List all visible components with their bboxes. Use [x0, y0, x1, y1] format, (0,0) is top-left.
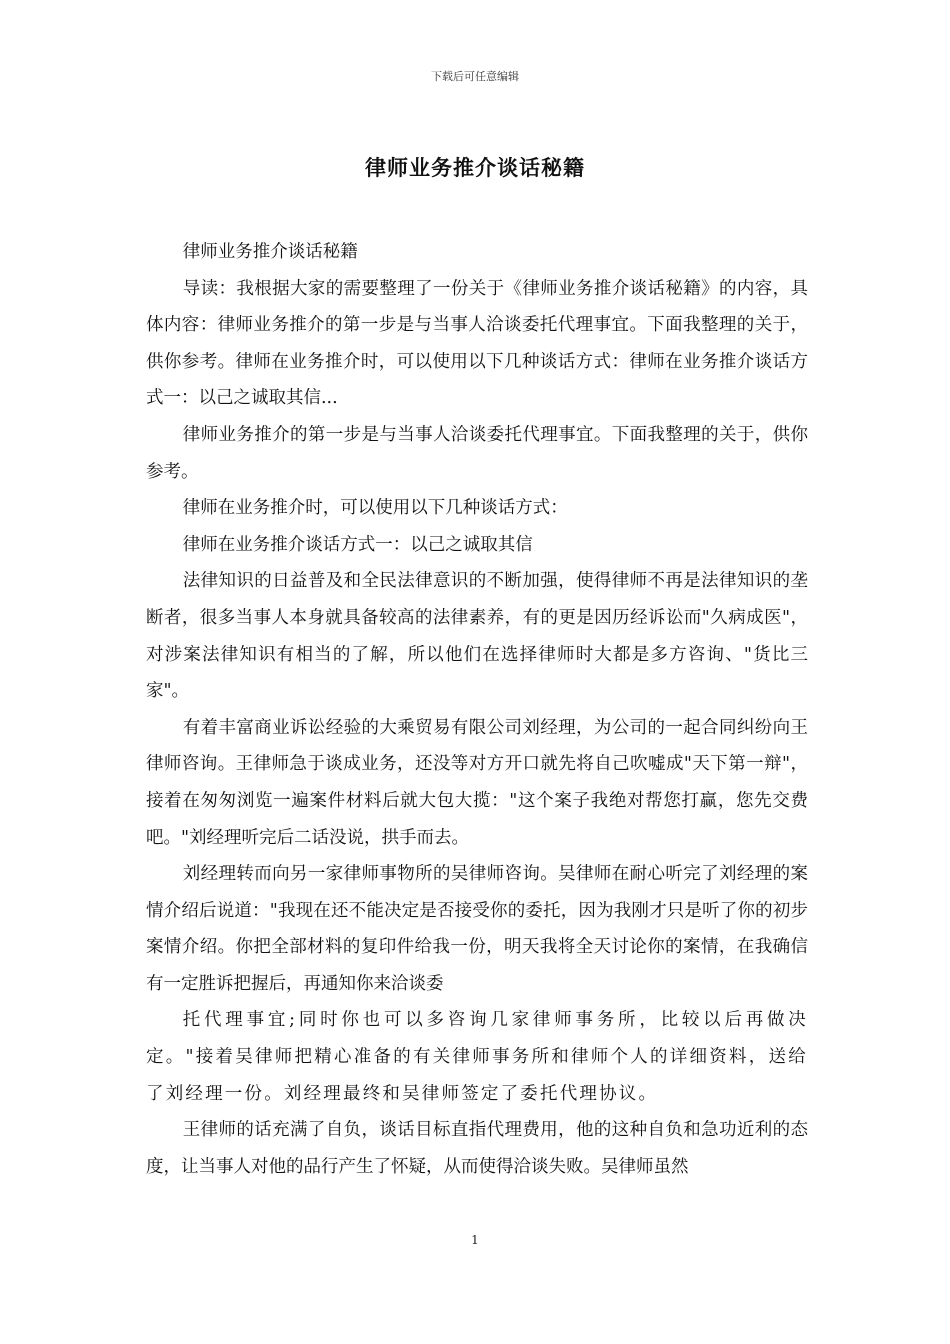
- paragraph: 有着丰富商业诉讼经验的大乘贸易有限公司刘经理，为公司的一起合同纠纷向王律师咨询。王律师急于谈成业务，还没等对方开口就先将自己吹嘘成"天下第一辩"，接着在匆匆浏览一遍案件材料后就大包大揽："这个案子我绝对帮您打赢，您先交费吧。"刘经理听完后二话没说，拱手而去。: [146, 717, 808, 848]
- paragraph: 刘经理转而向另一家律师事物所的吴律师咨询。吴律师在耐心听完了刘经理的案情介绍后说道："我现在还不能决定是否接受你的委托，因为我刚才只是听了你的初步案情介绍。你把全部材料的复印件给我一份，明天我将全天讨论你的案情，在我确信有一定胜诉把握后，再通知你来洽谈委: [146, 864, 808, 994]
- header-note: 下载后可任意编辑: [431, 70, 519, 83]
- paragraph: 王律师的话充满了自负，谈话目标直指代理费用，他的这种自负和急功近利的态度，让当事人对他的品行产生了怀疑，从而使得洽谈失败。吴律师虽然: [146, 1120, 808, 1177]
- paragraph-subtitle: 律师业务推介谈话秘籍: [182, 242, 358, 262]
- paragraph: 律师业务推介的第一步是与当事人洽谈委托代理事宜。下面我整理的关于，供你参考。: [146, 424, 808, 482]
- page-number: 1: [471, 1233, 479, 1247]
- section-heading: 律师在业务推介谈话方式一：以己之诚取其信: [182, 534, 533, 555]
- document-title: 律师业务推介谈话秘籍: [365, 155, 585, 180]
- paragraph: 法律知识的日益普及和全民法律意识的不断加强，使得律师不再是法律知识的垄断者，很多当事人本身就具备较高的法律素养，有的更是因历经诉讼而"久病成医"，对涉案法律知识有相当的了解，所以他们在选择律师时大都是多方咨询、"货比三家"。: [146, 571, 808, 702]
- paragraph-intro: 导读：我根据大家的需要整理了一份关于《律师业务推介谈话秘籍》的内容，具体内容：律师业务推介的第一步是与当事人洽谈委托代理事宜。下面我整理的关于，供你参考。律师在业务推介时，可以使用以下几种谈话方式：律师在业务推介谈话方式一：以己之诚取其信...: [146, 278, 808, 409]
- paragraph: 托代理事宜;同时你也可以多咨询几家律师事务所，比较以后再做决定。"接着吴律师把精心准备的有关律师事务所和律师个人的详细资料，送给了刘经理一份。刘经理最终和吴律师签定了委托代理协议。: [146, 1010, 808, 1104]
- paragraph: 律师在业务推介时，可以使用以下几种谈话方式：: [182, 498, 568, 519]
- document-body: [146, 234, 808, 1185]
